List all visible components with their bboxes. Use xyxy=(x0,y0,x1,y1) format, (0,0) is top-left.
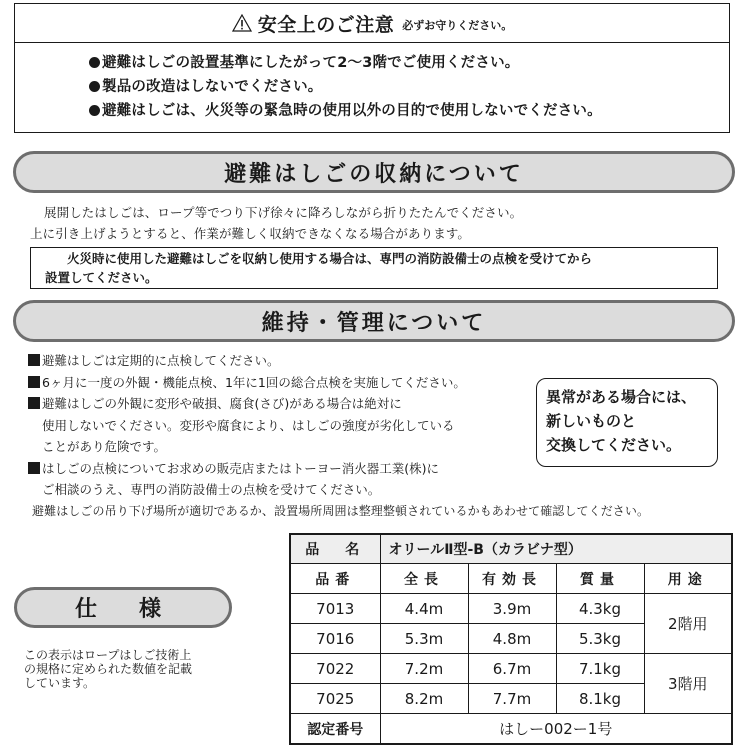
maintenance-item: はしごの点検についてお求めの販売店またはトーヨー消火器工業(株)に ご相談のうえ、専門の消防設備士の点検を受けてください。 xyxy=(28,458,466,501)
maintenance-item: 避難はしごは定期的に点検してください。 xyxy=(28,350,466,372)
storage-section-header xyxy=(13,151,735,193)
header-weight: 質量 xyxy=(556,564,644,594)
table-row: 7013 4.4m 3.9m 4.3kg 2階用 xyxy=(290,594,732,624)
storage-notice-box xyxy=(30,247,718,289)
safety-item: 避難はしごの設置基準にしたがって2〜3階でご使用ください。 xyxy=(89,51,602,75)
cert-row xyxy=(290,714,732,745)
bullet-dot-icon xyxy=(89,81,100,92)
spec-table xyxy=(289,533,733,745)
product-name-label: 品 名 xyxy=(290,534,380,564)
bullet-dot-icon xyxy=(89,57,100,68)
replace-callout xyxy=(536,378,718,467)
spec-title: 仕 様 xyxy=(74,597,171,622)
notice-line-1: 火災時に使用した避難はしごを収納し使用する場合は、専門の消防設備士の点検を受けてから xyxy=(67,251,593,266)
storage-title: 避難はしごの収納について xyxy=(224,161,524,187)
safety-item: 製品の改造はしないでください。 xyxy=(89,75,602,99)
storage-paragraph-line-2: 上に引き上げようとすると、作業が難しく収納できなくなる場合があります。 xyxy=(30,226,471,241)
usage-2f: 2階用 xyxy=(644,594,732,654)
bullet-square-icon xyxy=(28,397,40,409)
warning-triangle-icon xyxy=(232,14,252,32)
bullet-square-icon xyxy=(28,462,40,474)
cert-value: はしー002ー1号 xyxy=(380,714,732,745)
product-name: オリールⅡ型-B（カラビナ型） xyxy=(380,534,732,564)
maintenance-section-header xyxy=(13,300,735,342)
bullet-square-icon xyxy=(28,376,40,388)
cert-label: 認定番号 xyxy=(290,714,380,745)
safety-item: 避難はしごは、火災等の緊急時の使用以外の目的で使用しないでください。 xyxy=(89,99,602,123)
maintenance-item: 避難はしごの外観に変形や破損、腐食(さび)がある場合は絶対に 使用しないでください。変形や腐食により、はしごの強度が劣化している ことがあり危険です。 xyxy=(28,393,466,458)
table-header-row xyxy=(290,564,732,594)
notice-line-2: 設置してください。 xyxy=(45,270,158,285)
callout-line-3: 交換してください。 xyxy=(546,436,682,454)
header-usage: 用途 xyxy=(644,564,732,594)
bullet-square-icon xyxy=(28,354,40,366)
maintenance-item: 6ヶ月に一度の外観・機能点検、1年に1回の総合点検を実施してください。 xyxy=(28,372,466,394)
safety-notice-box xyxy=(14,3,730,133)
table-row: 7022 7.2m 6.7m 7.1kg 3階用 xyxy=(290,654,732,684)
table-row: 7025 8.2m 7.7m 8.1kg xyxy=(290,684,732,714)
safety-header xyxy=(15,4,729,43)
product-name-row xyxy=(290,534,732,564)
callout-line-2: 新しいものと xyxy=(546,412,637,430)
spec-section-header xyxy=(14,587,232,628)
maintenance-title: 維持・管理について xyxy=(261,310,487,336)
header-part-no: 品番 xyxy=(290,564,380,594)
safety-list xyxy=(89,51,602,123)
callout-line-1: 異常がある場合には、 xyxy=(546,388,697,406)
bullet-dot-icon xyxy=(89,105,100,116)
usage-3f: 3階用 xyxy=(644,654,732,714)
safety-title: 安全上のご注意 xyxy=(257,13,395,36)
spec-note: この表示はロープはしご技術上 の規格に定められた数値を記載 しています。 xyxy=(24,648,193,690)
maintenance-footer: 避難はしごの吊り下げ場所が適切であるか、設置場所周囲は整理整頓されているかもあわせて確認してください。 xyxy=(32,504,650,518)
maintenance-list xyxy=(28,350,466,501)
header-total-length: 全長 xyxy=(380,564,468,594)
header-effective-length: 有効長 xyxy=(468,564,556,594)
safety-subtitle: 必ずお守りください。 xyxy=(402,19,513,32)
table-row: 7016 5.3m 4.8m 5.3kg xyxy=(290,624,732,654)
storage-paragraph-line-1: 展開したはしごは、ロープ等でつり下げ徐々に降ろしながら折りたたんでください。 xyxy=(44,205,523,220)
